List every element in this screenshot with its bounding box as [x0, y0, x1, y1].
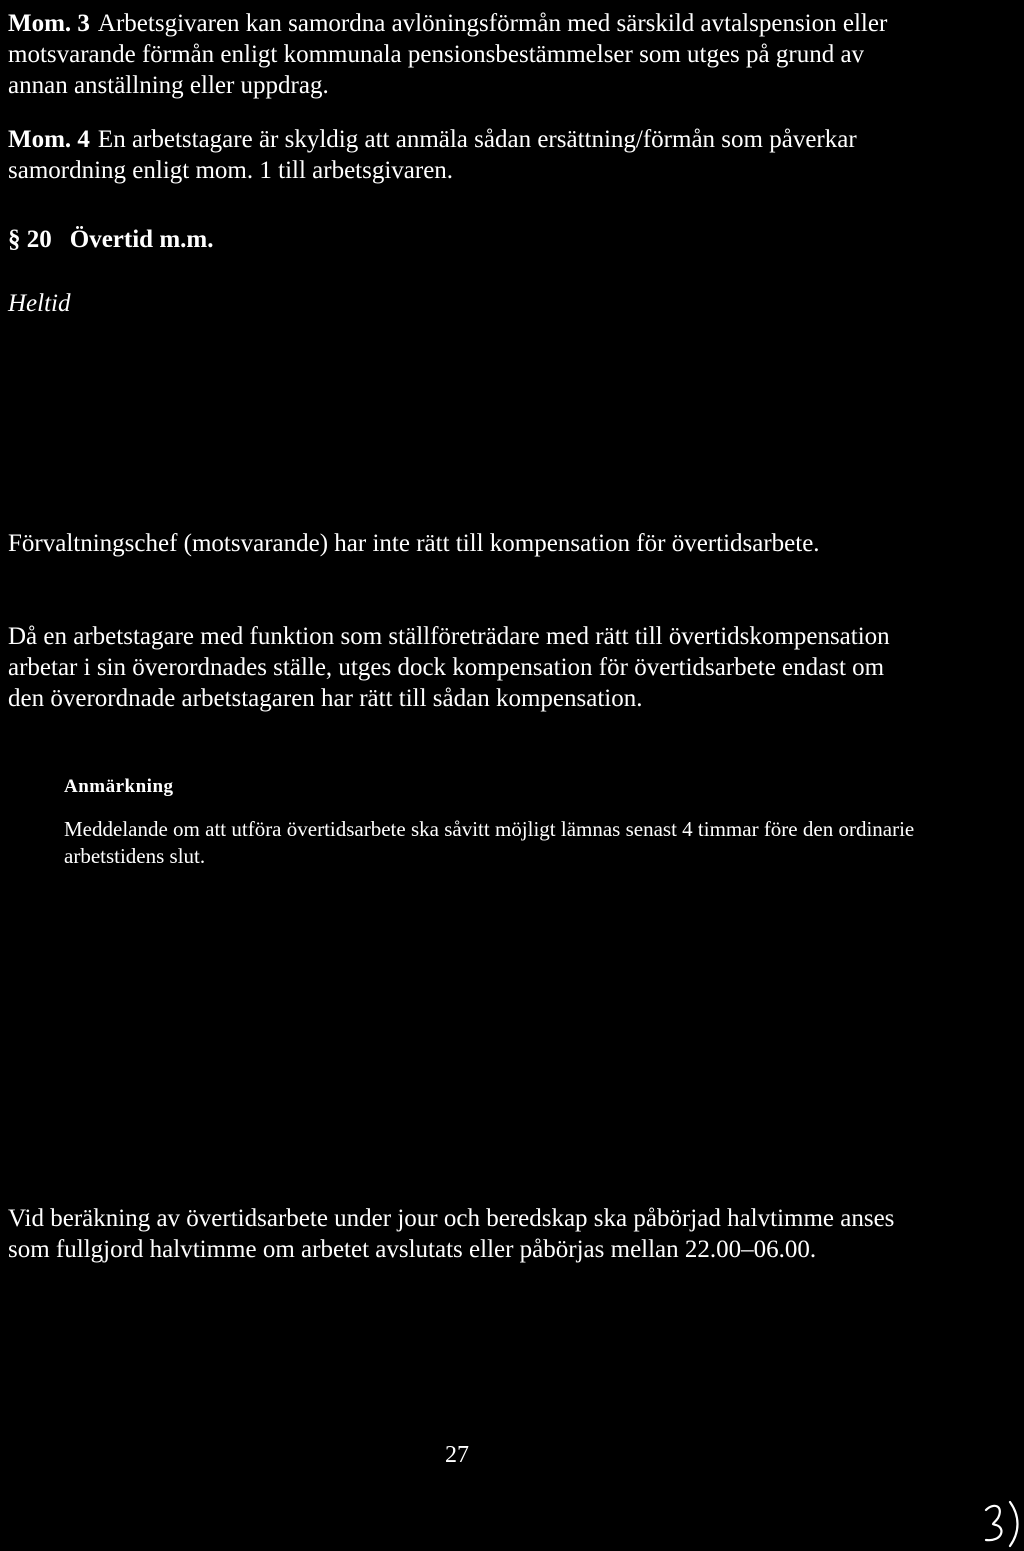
paragraph-stallforetradare: Då en arbetstagare med funktion som ställföreträdare med rätt till övertidskompensation arbetar i sin överordnades ställe, utges dock kompensation för övertidsarbete endast om den överordnade arbetstagaren har rätt till sådan kompensation. — [8, 623, 890, 712]
section-symbol: § 20 — [8, 226, 52, 253]
mom3-text: Arbetsgivaren kan samordna avlöningsförmån med särskild avtalspension eller motsvarande förmån enligt kommunala pensionsbestämmelser som utges på grund av annan anställning eller uppdrag. — [8, 10, 888, 99]
section-heading — [8, 226, 213, 254]
note-title: Anmärkning — [64, 776, 174, 797]
page-number: 27 — [445, 1442, 469, 1468]
mom4-label: Mom. 4 — [8, 126, 90, 153]
note-text: Meddelande om att utföra övertidsarbete ska såvitt möjligt lämnas senast 4 timmar före den ordinarie arbetstidens slut. — [64, 817, 915, 868]
mom3-paragraph — [8, 8, 908, 101]
section-title: Övertid m.m. — [69, 226, 214, 253]
paragraph-forvaltningschef: Förvaltningschef (motsvarande) har inte rätt till kompensation för övertidsarbete. — [8, 530, 820, 557]
subheading-heltid: Heltid — [8, 290, 71, 317]
mom3-label: Mom. 3 — [8, 10, 90, 37]
mom4-paragraph — [8, 124, 908, 186]
mom4-text: En arbetstagare är skyldig att anmäla sådan ersättning/förmån som påverkar samordning enligt mom. 1 till arbetsgivaren. — [8, 126, 857, 184]
paragraph-jour-beredskap: Vid beräkning av övertidsarbete under jour och beredskap ska påbörjad halvtimme anses som fullgjord halvtimme om arbetet avslutats eller påbörjas mellan 22.00–06.00. — [8, 1205, 895, 1263]
handwritten-mark-icon — [980, 1498, 1020, 1548]
